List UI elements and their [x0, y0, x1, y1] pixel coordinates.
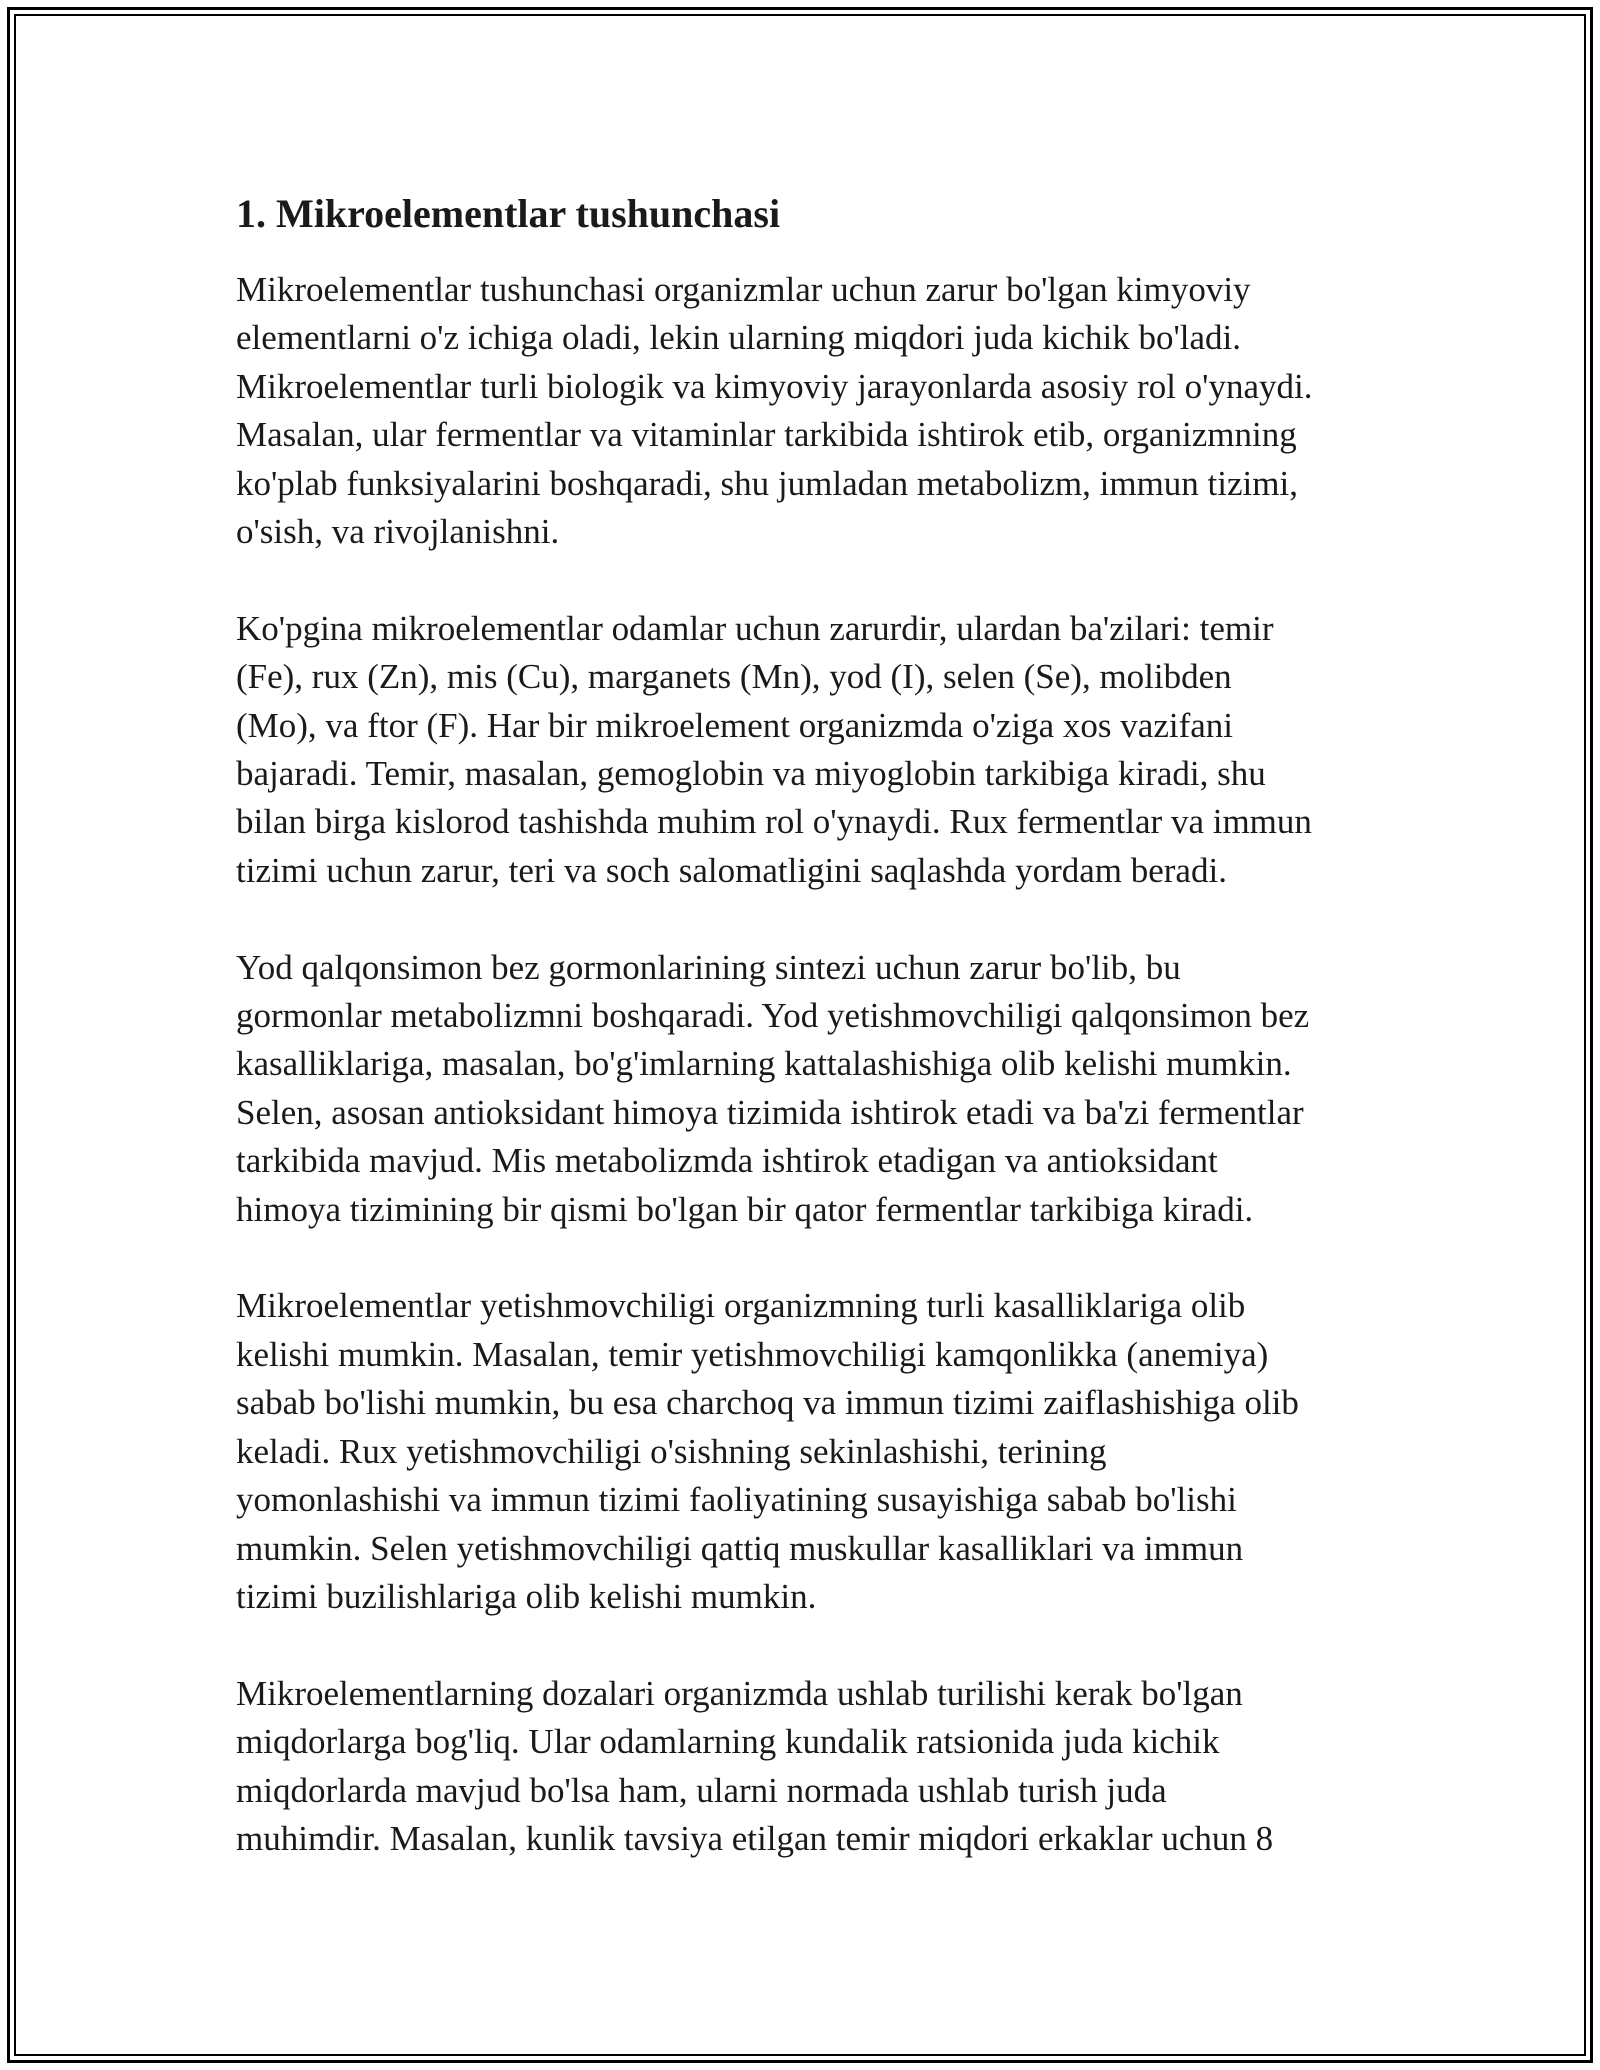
- document-body: [236, 188, 1386, 1912]
- section-heading: 1. Mikroelementlar tushunchasi: [236, 191, 781, 236]
- text-line: Ko'pgina mikroelementlar odamlar uchun zarurdir, ulardan ba'zilari: temir: [236, 608, 1274, 648]
- text-line: (Fe), rux (Zn), mis (Cu), marganets (Mn), yod (I), selen (Se), molibden: [236, 657, 1232, 697]
- text-line: yomonlashishi va immun tizimi faoliyatining susayishiga sabab bo'lishi: [236, 1480, 1237, 1520]
- text-line: (Mo), va ftor (F). Har bir mikroelement organizmda o'ziga xos vazifani: [236, 705, 1234, 745]
- text-line: Mikroelementlar tushunchasi organizmlar uchun zarur bo'lgan kimyoviy: [236, 270, 1251, 309]
- text-line: tizimi uchun zarur, teri va soch salomatligini saqlashda yordam beradi.: [236, 850, 1227, 890]
- text-line: gormonlar metabolizmni boshqaradi. Yod yetishmovchiligi qalqonsimon bez: [236, 996, 1310, 1036]
- text-line: kelishi mumkin. Masalan, temir yetishmovchiligi kamqonlikka (anemiya): [236, 1334, 1269, 1374]
- text-line: Mikroelementlar turli biologik va kimyoviy jarayonlarda asosiy rol o'ynaydi.: [236, 366, 1313, 406]
- text-line: Mikroelementlar yetishmovchiligi organizmning turli kasalliklariga olib: [236, 1286, 1246, 1326]
- text-line: Selen, asosan antioksidant himoya tizimida ishtirok etadi va ba'zi fermentlar: [236, 1092, 1304, 1132]
- paragraph: [236, 1670, 1386, 1864]
- paragraph: [236, 605, 1386, 895]
- paragraph: [236, 944, 1386, 1234]
- text-line: Mikroelementlarning dozalari organizmda ushlab turilishi kerak bo'lgan: [236, 1673, 1243, 1713]
- text-line: Yod qalqonsimon bez gormonlarining sintezi uchun zarur bo'lib, bu: [236, 947, 1181, 987]
- text-line: muhimdir. Masalan, kunlik tavsiya etilgan temir miqdori erkaklar uchun 8: [236, 1818, 1274, 1858]
- text-line: tizimi buzilishlariga olib kelishi mumkin.: [236, 1576, 817, 1616]
- text-line: ko'plab funksiyalarini boshqaradi, shu jumladan metabolizm, immun tizimi,: [236, 463, 1298, 503]
- paragraph: [236, 266, 1386, 556]
- text-line: o'sish, va rivojlanishni.: [236, 512, 560, 552]
- text-line: tarkibida mavjud. Mis metabolizmda ishtirok etadigan va antioksidant: [236, 1141, 1218, 1181]
- text-line: elementlarni o'z ichiga oladi, lekin ularning miqdori juda kichik bo'ladi.: [236, 318, 1241, 358]
- text-line: kasalliklariga, masalan, bo'g'imlarning kattalashishiga olib kelishi mumkin.: [236, 1044, 1292, 1084]
- text-line: bilan birga kislorod tashishda muhim rol o'ynaydi. Rux fermentlar va immun: [236, 802, 1312, 842]
- text-line: himoya tizimining bir qismi bo'lgan bir qator fermentlar tarkibiga kiradi.: [236, 1189, 1254, 1229]
- text-line: sabab bo'lishi mumkin, bu esa charchoq va immun tizimi zaiflashishiga olib: [236, 1383, 1299, 1423]
- paragraph: [236, 1282, 1386, 1621]
- text-line: keladi. Rux yetishmovchiligi o'sishning sekinlashishi, terining: [236, 1431, 1107, 1471]
- text-line: bajaradi. Temir, masalan, gemoglobin va miyoglobin tarkibiga kiradi, shu: [236, 754, 1266, 794]
- text-line: miqdorlarda mavjud bo'lsa ham, ularni normada ushlab turish juda: [236, 1770, 1167, 1810]
- text-line: Masalan, ular fermentlar va vitaminlar tarkibida ishtirok etib, organizmning: [236, 415, 1297, 455]
- text-line: mumkin. Selen yetishmovchiligi qattiq muskullar kasalliklari va immun: [236, 1528, 1244, 1568]
- text-line: miqdorlarga bog'liq. Ular odamlarning kundalik ratsionida juda kichik: [236, 1722, 1220, 1762]
